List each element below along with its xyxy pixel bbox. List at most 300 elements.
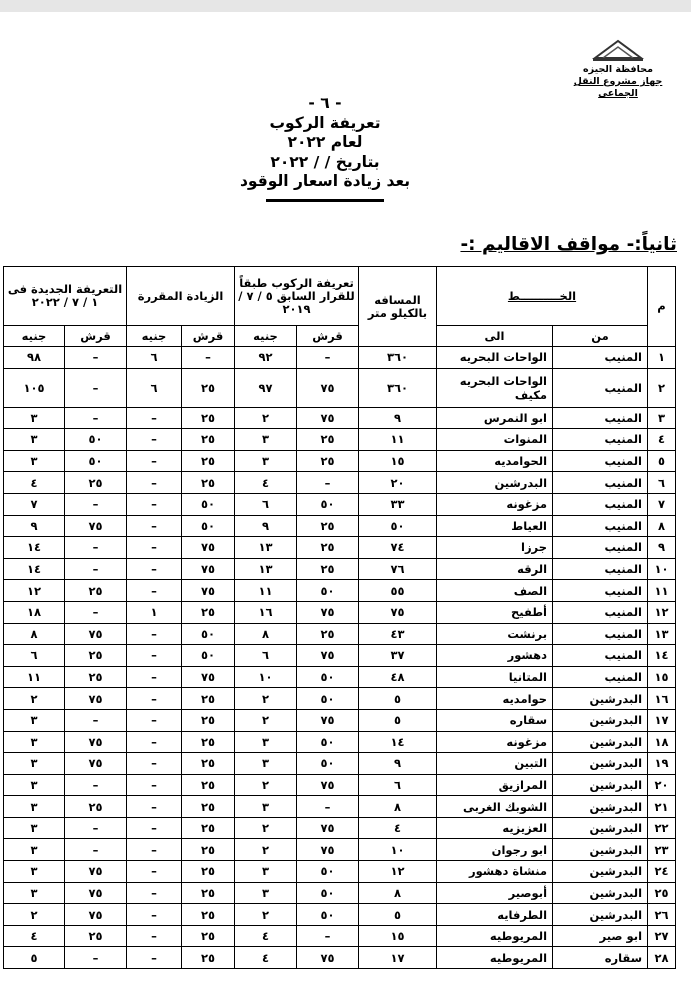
cell-distance: ٥ xyxy=(359,709,437,731)
cell-new-piaster: ٥٠ xyxy=(65,429,127,451)
cell-new-pound: ٥ xyxy=(4,947,65,969)
table-row xyxy=(4,947,676,969)
cell-num: ٨ xyxy=(648,515,676,537)
cell-from: البدرشين xyxy=(553,774,648,796)
cell-from: البدرشين xyxy=(553,796,648,818)
cell-new-piaster: – xyxy=(65,537,127,559)
cell-inc-piaster: ٥٠ xyxy=(182,515,235,537)
cell-from: المنيب xyxy=(553,368,648,407)
table-row xyxy=(4,472,676,494)
header-new-pound: جنيه xyxy=(4,326,65,347)
cell-num: ١٩ xyxy=(648,753,676,775)
cell-inc-pound: – xyxy=(127,537,182,559)
cell-num: ٢٧ xyxy=(648,925,676,947)
cell-distance: ١٥ xyxy=(359,925,437,947)
header-to: الى xyxy=(437,326,553,347)
cell-from: البدرشين xyxy=(553,709,648,731)
cell-inc-piaster: ٢٥ xyxy=(182,472,235,494)
cell-old-piaster: ٥٠ xyxy=(297,904,359,926)
cell-distance: ٦ xyxy=(359,774,437,796)
cell-from: المنيب xyxy=(553,580,648,602)
document-date: بتاريخ / / ٢٠٢٢ xyxy=(270,152,380,171)
cell-num: ٣ xyxy=(648,407,676,429)
cell-num: ٢٣ xyxy=(648,839,676,861)
cell-old-pound: ١١ xyxy=(235,580,297,602)
cell-old-piaster: ٧٥ xyxy=(297,817,359,839)
cell-new-piaster: – xyxy=(65,817,127,839)
table-row xyxy=(4,709,676,731)
table-row xyxy=(4,450,676,472)
table-row xyxy=(4,429,676,451)
cell-new-piaster: – xyxy=(65,368,127,407)
cell-inc-piaster: ٢٥ xyxy=(182,796,235,818)
cell-num: ٧ xyxy=(648,493,676,515)
cell-inc-piaster: ٢٥ xyxy=(182,839,235,861)
cell-new-piaster: ٧٥ xyxy=(65,753,127,775)
document-subtitle: بعد زيادة اسعار الوقود xyxy=(239,172,411,190)
cell-new-pound: ١٤ xyxy=(4,558,65,580)
cell-new-pound: ١٤ xyxy=(4,537,65,559)
document-year: لعام ٢٠٢٢ xyxy=(287,133,363,151)
header-inc-pound: جنيه xyxy=(127,326,182,347)
fare-table-body xyxy=(4,347,676,969)
header-inc-piaster: قرش xyxy=(182,326,235,347)
cell-new-pound: ١٠٥ xyxy=(4,368,65,407)
cell-inc-pound: – xyxy=(127,947,182,969)
cell-old-piaster: ٢٥ xyxy=(297,558,359,580)
cell-from: ابو صير xyxy=(553,925,648,947)
cell-num: ٢٨ xyxy=(648,947,676,969)
cell-num: ١٠ xyxy=(648,558,676,580)
cell-inc-pound: – xyxy=(127,558,182,580)
cell-old-pound: ٢ xyxy=(235,774,297,796)
cell-inc-pound: – xyxy=(127,861,182,883)
cell-num: ١٢ xyxy=(648,601,676,623)
cell-to: سقاره xyxy=(437,709,553,731)
cell-num: ٩ xyxy=(648,537,676,559)
table-row xyxy=(4,347,676,369)
cell-inc-piaster: ٢٥ xyxy=(182,817,235,839)
cell-inc-piaster: ٢٥ xyxy=(182,709,235,731)
cell-num: ١٤ xyxy=(648,645,676,667)
table-row xyxy=(4,666,676,688)
organization-header xyxy=(563,38,673,100)
cell-new-piaster: ٧٥ xyxy=(65,731,127,753)
cell-old-pound: ٩٧ xyxy=(235,368,297,407)
cell-inc-piaster: ٢٥ xyxy=(182,429,235,451)
cell-to: الطرفايه xyxy=(437,904,553,926)
header-new-fare: التعريفة الجديدة فى ١ / ٧ / ٢٠٢٢ xyxy=(4,267,127,326)
cell-new-piaster: ٧٥ xyxy=(65,623,127,645)
cell-new-pound: ٣ xyxy=(4,882,65,904)
cell-old-piaster: ٧٥ xyxy=(297,947,359,969)
table-row xyxy=(4,817,676,839)
cell-old-piaster: ٧٥ xyxy=(297,407,359,429)
cell-inc-piaster: ٢٥ xyxy=(182,601,235,623)
cell-old-pound: ١٣ xyxy=(235,558,297,580)
cell-to: المريوطيه xyxy=(437,925,553,947)
cell-new-pound: ٢ xyxy=(4,904,65,926)
cell-from: المنيب xyxy=(553,407,648,429)
cell-old-pound: ٢ xyxy=(235,817,297,839)
cell-old-piaster: ٢٥ xyxy=(297,450,359,472)
table-row xyxy=(4,493,676,515)
header-from: من xyxy=(553,326,648,347)
cell-old-piaster: ٧٥ xyxy=(297,709,359,731)
cell-inc-pound: – xyxy=(127,796,182,818)
cell-inc-piaster: ٧٥ xyxy=(182,666,235,688)
cell-inc-piaster: ٢٥ xyxy=(182,753,235,775)
table-row xyxy=(4,558,676,580)
table-row xyxy=(4,688,676,710)
cell-num: ٢ xyxy=(648,368,676,407)
cell-inc-piaster: ٢٥ xyxy=(182,774,235,796)
cell-new-pound: ٤ xyxy=(4,472,65,494)
cell-inc-pound: – xyxy=(127,429,182,451)
table-row xyxy=(4,882,676,904)
cell-distance: ٤٣ xyxy=(359,623,437,645)
cell-inc-piaster: ٥٠ xyxy=(182,645,235,667)
cell-new-piaster: – xyxy=(65,774,127,796)
cell-new-pound: ٧ xyxy=(4,493,65,515)
cell-from: المنيب xyxy=(553,537,648,559)
cell-new-pound: ٣ xyxy=(4,817,65,839)
cell-old-piaster: ٥٠ xyxy=(297,580,359,602)
cell-inc-pound: – xyxy=(127,645,182,667)
cell-old-piaster: ٥٠ xyxy=(297,882,359,904)
cell-to: أطفيح xyxy=(437,601,553,623)
cell-old-piaster: ٧٥ xyxy=(297,774,359,796)
cell-from: البدرشين xyxy=(553,882,648,904)
cell-from: المنيب xyxy=(553,450,648,472)
cell-inc-pound: – xyxy=(127,709,182,731)
cell-inc-pound: – xyxy=(127,882,182,904)
governorate-logo-icon xyxy=(591,38,645,62)
cell-num: ١٨ xyxy=(648,731,676,753)
cell-new-piaster: ٢٥ xyxy=(65,796,127,818)
cell-num: ٥ xyxy=(648,450,676,472)
cell-new-pound: ٣ xyxy=(4,839,65,861)
header-old-pound: جنيه xyxy=(235,326,297,347)
cell-new-piaster: ٧٥ xyxy=(65,904,127,926)
cell-old-pound: ٤ xyxy=(235,947,297,969)
cell-distance: ١٤ xyxy=(359,731,437,753)
cell-old-pound: ٤ xyxy=(235,472,297,494)
cell-new-pound: ٩ xyxy=(4,515,65,537)
cell-to: المرازيق xyxy=(437,774,553,796)
table-row xyxy=(4,515,676,537)
cell-old-pound: ٣ xyxy=(235,450,297,472)
cell-num: ١٥ xyxy=(648,666,676,688)
cell-inc-piaster: ٧٥ xyxy=(182,558,235,580)
cell-inc-pound: – xyxy=(127,493,182,515)
table-row xyxy=(4,731,676,753)
cell-new-pound: ١١ xyxy=(4,666,65,688)
cell-to: حوامديه xyxy=(437,688,553,710)
table-row xyxy=(4,601,676,623)
cell-inc-pound: – xyxy=(127,839,182,861)
cell-new-pound: ٣ xyxy=(4,861,65,883)
cell-from: المنيب xyxy=(553,347,648,369)
section-heading: ثانياً:- مواقف الاقاليم :- xyxy=(460,234,677,255)
cell-num: ١١ xyxy=(648,580,676,602)
cell-new-piaster: ٥٠ xyxy=(65,450,127,472)
cell-num: ١٦ xyxy=(648,688,676,710)
cell-new-pound: ٨ xyxy=(4,623,65,645)
header-route: الخــــــــــط xyxy=(437,267,648,326)
cell-old-pound: ٨ xyxy=(235,623,297,645)
agency-name: جهاز مشروع النقل الجماعى xyxy=(573,76,663,99)
cell-distance: ٧٥ xyxy=(359,601,437,623)
cell-new-pound: ٣ xyxy=(4,450,65,472)
cell-to: الواحات البحريه xyxy=(437,347,553,369)
cell-to: الشوبك الغربى xyxy=(437,796,553,818)
table-row xyxy=(4,774,676,796)
cell-new-pound: ٣ xyxy=(4,753,65,775)
cell-distance: ٣٧ xyxy=(359,645,437,667)
cell-inc-pound: – xyxy=(127,817,182,839)
table-row xyxy=(4,861,676,883)
cell-new-piaster: – xyxy=(65,839,127,861)
cell-from: المنيب xyxy=(553,429,648,451)
cell-old-pound: ٣ xyxy=(235,882,297,904)
cell-inc-pound: – xyxy=(127,407,182,429)
cell-num: ١٧ xyxy=(648,709,676,731)
cell-new-pound: ٣ xyxy=(4,429,65,451)
cell-new-piaster: – xyxy=(65,347,127,369)
cell-new-piaster: ٧٥ xyxy=(65,515,127,537)
cell-to: البدرشين xyxy=(437,472,553,494)
cell-distance: ٧٦ xyxy=(359,558,437,580)
cell-from: البدرشين xyxy=(553,817,648,839)
cell-old-pound: ٣ xyxy=(235,429,297,451)
cell-new-piaster: ٢٥ xyxy=(65,666,127,688)
governorate-name: محافظة الجيزه xyxy=(583,64,653,75)
cell-inc-piaster: – xyxy=(182,347,235,369)
cell-old-pound: ١٦ xyxy=(235,601,297,623)
cell-to: المريوطيه xyxy=(437,947,553,969)
cell-from: سقاره xyxy=(553,947,648,969)
cell-distance: ٨ xyxy=(359,882,437,904)
cell-num: ١ xyxy=(648,347,676,369)
cell-distance: ٧٤ xyxy=(359,537,437,559)
cell-from: البدرشين xyxy=(553,753,648,775)
cell-inc-pound: ٦ xyxy=(127,347,182,369)
cell-to: التبين xyxy=(437,753,553,775)
table-row xyxy=(4,407,676,429)
fare-table-container xyxy=(3,266,675,969)
cell-distance: ٣٦٠ xyxy=(359,368,437,407)
cell-num: ١٣ xyxy=(648,623,676,645)
cell-to: مزغونه xyxy=(437,731,553,753)
cell-new-piaster: – xyxy=(65,709,127,731)
cell-distance: ٢٠ xyxy=(359,472,437,494)
cell-inc-piaster: ٢٥ xyxy=(182,882,235,904)
document-title: تعريفة الركوب xyxy=(269,113,381,132)
cell-distance: ١٠ xyxy=(359,839,437,861)
header-num: م xyxy=(648,267,676,347)
header-new-piaster: قرش xyxy=(65,326,127,347)
cell-from: المنيب xyxy=(553,558,648,580)
cell-old-pound: ٦ xyxy=(235,645,297,667)
cell-new-pound: ٣ xyxy=(4,796,65,818)
cell-from: المنيب xyxy=(553,472,648,494)
cell-new-piaster: – xyxy=(65,493,127,515)
cell-old-piaster: ٥٠ xyxy=(297,688,359,710)
cell-new-piaster: ٧٥ xyxy=(65,861,127,883)
cell-inc-pound: – xyxy=(127,472,182,494)
cell-old-pound: ٣ xyxy=(235,796,297,818)
cell-from: المنيب xyxy=(553,645,648,667)
top-scan-band xyxy=(0,0,691,12)
cell-new-piaster: – xyxy=(65,407,127,429)
cell-inc-pound: – xyxy=(127,623,182,645)
table-row xyxy=(4,753,676,775)
cell-inc-piaster: ٢٥ xyxy=(182,450,235,472)
cell-distance: ٥٠ xyxy=(359,515,437,537)
table-row xyxy=(4,580,676,602)
cell-to: العياط xyxy=(437,515,553,537)
cell-distance: ٩ xyxy=(359,407,437,429)
cell-to: جرزا xyxy=(437,537,553,559)
cell-to: منشاة دهشور xyxy=(437,861,553,883)
cell-new-pound: ١٢ xyxy=(4,580,65,602)
cell-inc-piaster: ٢٥ xyxy=(182,407,235,429)
cell-new-piaster: – xyxy=(65,601,127,623)
cell-from: البدرشين xyxy=(553,731,648,753)
cell-distance: ١١ xyxy=(359,429,437,451)
cell-old-pound: ٣ xyxy=(235,753,297,775)
table-row xyxy=(4,839,676,861)
cell-num: ٢٠ xyxy=(648,774,676,796)
cell-new-pound: ٩٨ xyxy=(4,347,65,369)
cell-distance: ٣٦٠ xyxy=(359,347,437,369)
cell-inc-piaster: ٢٥ xyxy=(182,688,235,710)
cell-new-piaster: ٢٥ xyxy=(65,645,127,667)
fare-table xyxy=(3,266,676,969)
cell-old-piaster: ٧٥ xyxy=(297,645,359,667)
header-old-fare: تعريفة الركوب طبقاً للقرار السابق ٥ / ٧ / ٢٠١٩ xyxy=(235,267,359,326)
cell-old-pound: ٢ xyxy=(235,688,297,710)
cell-inc-pound: – xyxy=(127,580,182,602)
cell-to: دهشور xyxy=(437,645,553,667)
cell-old-piaster: ٢٥ xyxy=(297,515,359,537)
cell-new-piaster: ٢٥ xyxy=(65,925,127,947)
cell-old-pound: ٩ xyxy=(235,515,297,537)
cell-from: المنيب xyxy=(553,493,648,515)
cell-num: ٢٦ xyxy=(648,904,676,926)
header-old-piaster: قرش xyxy=(297,326,359,347)
cell-new-piaster: ٢٥ xyxy=(65,580,127,602)
cell-distance: ٥ xyxy=(359,904,437,926)
cell-old-piaster: ٥٠ xyxy=(297,493,359,515)
cell-new-piaster: – xyxy=(65,947,127,969)
cell-from: البدرشين xyxy=(553,861,648,883)
header-distance: المسافه بالكيلو متر xyxy=(359,267,437,347)
cell-inc-piaster: ٢٥ xyxy=(182,368,235,407)
cell-new-pound: ١٨ xyxy=(4,601,65,623)
cell-old-pound: ٢ xyxy=(235,709,297,731)
cell-num: ٢٥ xyxy=(648,882,676,904)
cell-distance: ١٧ xyxy=(359,947,437,969)
cell-inc-pound: – xyxy=(127,731,182,753)
cell-inc-pound: – xyxy=(127,904,182,926)
cell-old-piaster: ٧٥ xyxy=(297,368,359,407)
cell-to: العزيزيه xyxy=(437,817,553,839)
cell-inc-pound: – xyxy=(127,753,182,775)
cell-old-piaster: ٥٠ xyxy=(297,861,359,883)
cell-old-piaster: ٧٥ xyxy=(297,601,359,623)
cell-distance: ٤ xyxy=(359,817,437,839)
cell-to: ابو النمرس xyxy=(437,407,553,429)
cell-new-piaster: – xyxy=(65,558,127,580)
cell-old-piaster: – xyxy=(297,925,359,947)
cell-new-pound: ٣ xyxy=(4,731,65,753)
cell-old-pound: ١٠ xyxy=(235,666,297,688)
cell-from: المنيب xyxy=(553,601,648,623)
cell-old-pound: ٤ xyxy=(235,925,297,947)
cell-old-pound: ٢ xyxy=(235,407,297,429)
cell-old-piaster: ٥٠ xyxy=(297,731,359,753)
cell-inc-pound: – xyxy=(127,925,182,947)
cell-inc-piaster: ٢٥ xyxy=(182,904,235,926)
cell-distance: ٣٣ xyxy=(359,493,437,515)
cell-from: البدرشين xyxy=(553,904,648,926)
cell-to: المتانيا xyxy=(437,666,553,688)
cell-old-pound: ٦ xyxy=(235,493,297,515)
cell-old-piaster: ٥٠ xyxy=(297,666,359,688)
cell-inc-pound: ٦ xyxy=(127,368,182,407)
cell-distance: ١٢ xyxy=(359,861,437,883)
cell-new-pound: ٣ xyxy=(4,774,65,796)
cell-from: المنيب xyxy=(553,623,648,645)
table-row xyxy=(4,925,676,947)
cell-to: الواحات البحريه مكيف xyxy=(437,368,553,407)
table-row xyxy=(4,368,676,407)
cell-old-piaster: ٥٠ xyxy=(297,753,359,775)
cell-old-pound: ٩٢ xyxy=(235,347,297,369)
cell-old-piaster: – xyxy=(297,796,359,818)
cell-inc-piaster: ٥٠ xyxy=(182,493,235,515)
cell-old-pound: ٣ xyxy=(235,731,297,753)
cell-distance: ٤٨ xyxy=(359,666,437,688)
table-row xyxy=(4,796,676,818)
cell-num: ٢٢ xyxy=(648,817,676,839)
cell-inc-pound: ١ xyxy=(127,601,182,623)
cell-inc-pound: – xyxy=(127,515,182,537)
cell-new-piaster: ٢٥ xyxy=(65,472,127,494)
cell-to: مزغونه xyxy=(437,493,553,515)
cell-new-pound: ٦ xyxy=(4,645,65,667)
cell-to: الرقه xyxy=(437,558,553,580)
cell-from: المنيب xyxy=(553,515,648,537)
cell-distance: ٩ xyxy=(359,753,437,775)
cell-to: الصف xyxy=(437,580,553,602)
table-row xyxy=(4,904,676,926)
page-number: - ٦ - xyxy=(308,94,342,112)
cell-old-piaster: ٧٥ xyxy=(297,839,359,861)
cell-inc-pound: – xyxy=(127,774,182,796)
cell-num: ٤ xyxy=(648,429,676,451)
cell-to: المنوات xyxy=(437,429,553,451)
cell-inc-piaster: ٧٥ xyxy=(182,580,235,602)
cell-distance: ٥٥ xyxy=(359,580,437,602)
cell-from: المنيب xyxy=(553,666,648,688)
cell-inc-pound: – xyxy=(127,688,182,710)
cell-new-pound: ٤ xyxy=(4,925,65,947)
cell-to: ابو رجوان xyxy=(437,839,553,861)
cell-inc-piaster: ٢٥ xyxy=(182,947,235,969)
